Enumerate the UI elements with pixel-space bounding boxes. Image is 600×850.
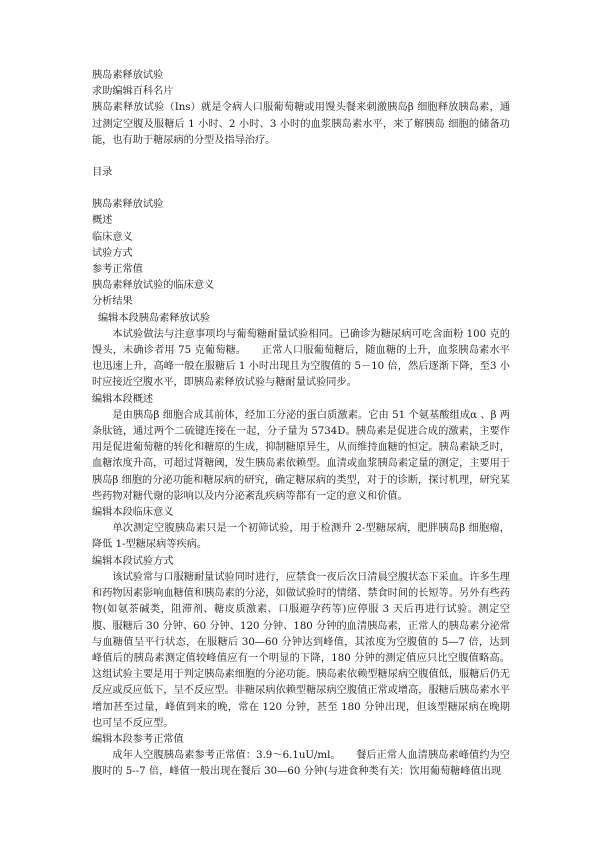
document-page xyxy=(92,68,510,781)
toc-list xyxy=(92,197,510,310)
section-heading[interactable]: 编辑本段胰岛素释放试验 xyxy=(98,312,211,324)
document-title: 胰岛素释放试验 xyxy=(92,70,164,81)
section-paragraph: 该试验常与口服糖耐量试验同时进行，应禁食一夜后次日清晨空腹状态下采血。许多生理和药物因素影响血糖值和胰岛素的分泌，如做试验时的情绪、禁食时间的长短等。另外有些药物(如氨茶碱类，阻滞剂、糖皮质激素、口服避孕药等)应停服 3 天后再进行试验。测定空腹、服糖后 30 分钟、60 分钟、120 分钟、180 分钟的血清胰岛素，正常人的胰岛素分泌常与血糖值呈平行状态，在服糖后 30—60 分钟达到峰值，其浓度为空腹值的 5—7 倍，达到峰值后的胰岛素测定值较峰值应有一个明显的下降，180 分钟的测定值应只比空腹值略高。这组试验主要是用于判定胰岛素细胞的分泌功能。胰岛素依赖型糖尿病空腹值低，服糖后仍无反应或反应低下，呈不反应型。非糖尿病依赖型糖尿病空腹值正常或增高，服糖后胰岛素水平增加甚至过量，峰值到来的晚，常在 120 分钟，甚至 180 分钟出现，但该型糖尿病在晚期也可呈不反应型。 xyxy=(92,571,510,729)
section-heading[interactable]: 编辑本段临床意义 xyxy=(92,507,174,519)
section-heading[interactable]: 编辑本段参考正常值 xyxy=(92,733,184,745)
toc-item[interactable]: 参考正常值 xyxy=(92,264,143,276)
section-heading[interactable]: 编辑本段试验方式 xyxy=(92,555,174,567)
toc-item[interactable]: 胰岛素释放试验 xyxy=(92,199,164,211)
toc-item[interactable]: 试验方式 xyxy=(92,247,133,259)
section-paragraph: 是由胰岛β 细胞合成其前体，经加工分泌的蛋白质激素。它由 51 个氨基酸组成α 、β 两条肽链，通过两个二硫键连接在一起，分子量为 5734D。胰岛素是促进合成的激素，主要作用是促进葡萄糖的转化和糖原的生成，抑制糖原异生，从而维持血糖的恒定。胰岛素缺乏时，血糖浓度升高，可超过肾糖阈，发生胰岛素依赖型。血清或血浆胰岛素定量的测定，主要用于胰岛β 细胞的分泌功能和糖尿病的研究，确定糖尿病的类型，对于的诊断，探讨机理，研究某些药物对糖代谢的影响以及内分泌紊乱疾病等都有一定的意义和价值。 xyxy=(92,409,510,502)
intro-paragraph: 胰岛素释放试验（Ins）就是令病人口服葡萄糖或用馒头餐来刺激胰岛β 细胞释放胰岛素，通过测定空腹及服糖后 1 小时、2 小时、3 小时的血浆胰岛素水平，来了解胰岛 细胞的储备功能，也有助于糖尿病的分型及指导治疗。 xyxy=(92,102,510,146)
section-heading[interactable]: 编辑本段概述 xyxy=(92,393,154,405)
toc-item[interactable]: 胰岛素释放试验的临床意义 xyxy=(92,280,215,292)
toc-item[interactable]: 概述 xyxy=(92,215,113,227)
spacer xyxy=(92,149,510,165)
spacer xyxy=(92,181,510,197)
toc-item[interactable]: 临床意义 xyxy=(92,231,133,243)
section-paragraph: 本试验做法与注意事项均与葡萄糖耐量试验相同。已确诊为糖尿病可吃含面粉 100 克的馒头，未确诊者用 75 克葡萄糖。 正常人口服葡萄糖后，随血糖的上升，血浆胰岛素水平也迅速上升，高峰一般在服糖后 1 小时出现且为空腹值的 5－10 倍，然后逐渐下降，至3 小时应接近空腹水平，即胰岛素释放试验与糖耐量试验同步。 xyxy=(92,328,510,389)
toc-item[interactable]: 分析结果 xyxy=(92,296,133,308)
toc-label: 目录 xyxy=(92,167,113,179)
section-paragraph: 成年人空腹胰岛素参考正常值：3.9～6.1uU/ml。 餐后正常人血清胰岛素峰值约为空腹时的 5--7 倍，峰值一般出现在餐后 30—60 分钟(与进食种类有关：饮用葡萄糖峰值出现 xyxy=(92,750,510,778)
edit-link[interactable]: 求助编辑百科名片 xyxy=(92,86,174,98)
section-paragraph: 单次测定空腹胰岛素只是一个初筛试验，用于检测升 2-型糖尿病，肥胖胰岛β 细胞瘤，降低 1-型糖尿病等疾病。 xyxy=(92,523,510,551)
